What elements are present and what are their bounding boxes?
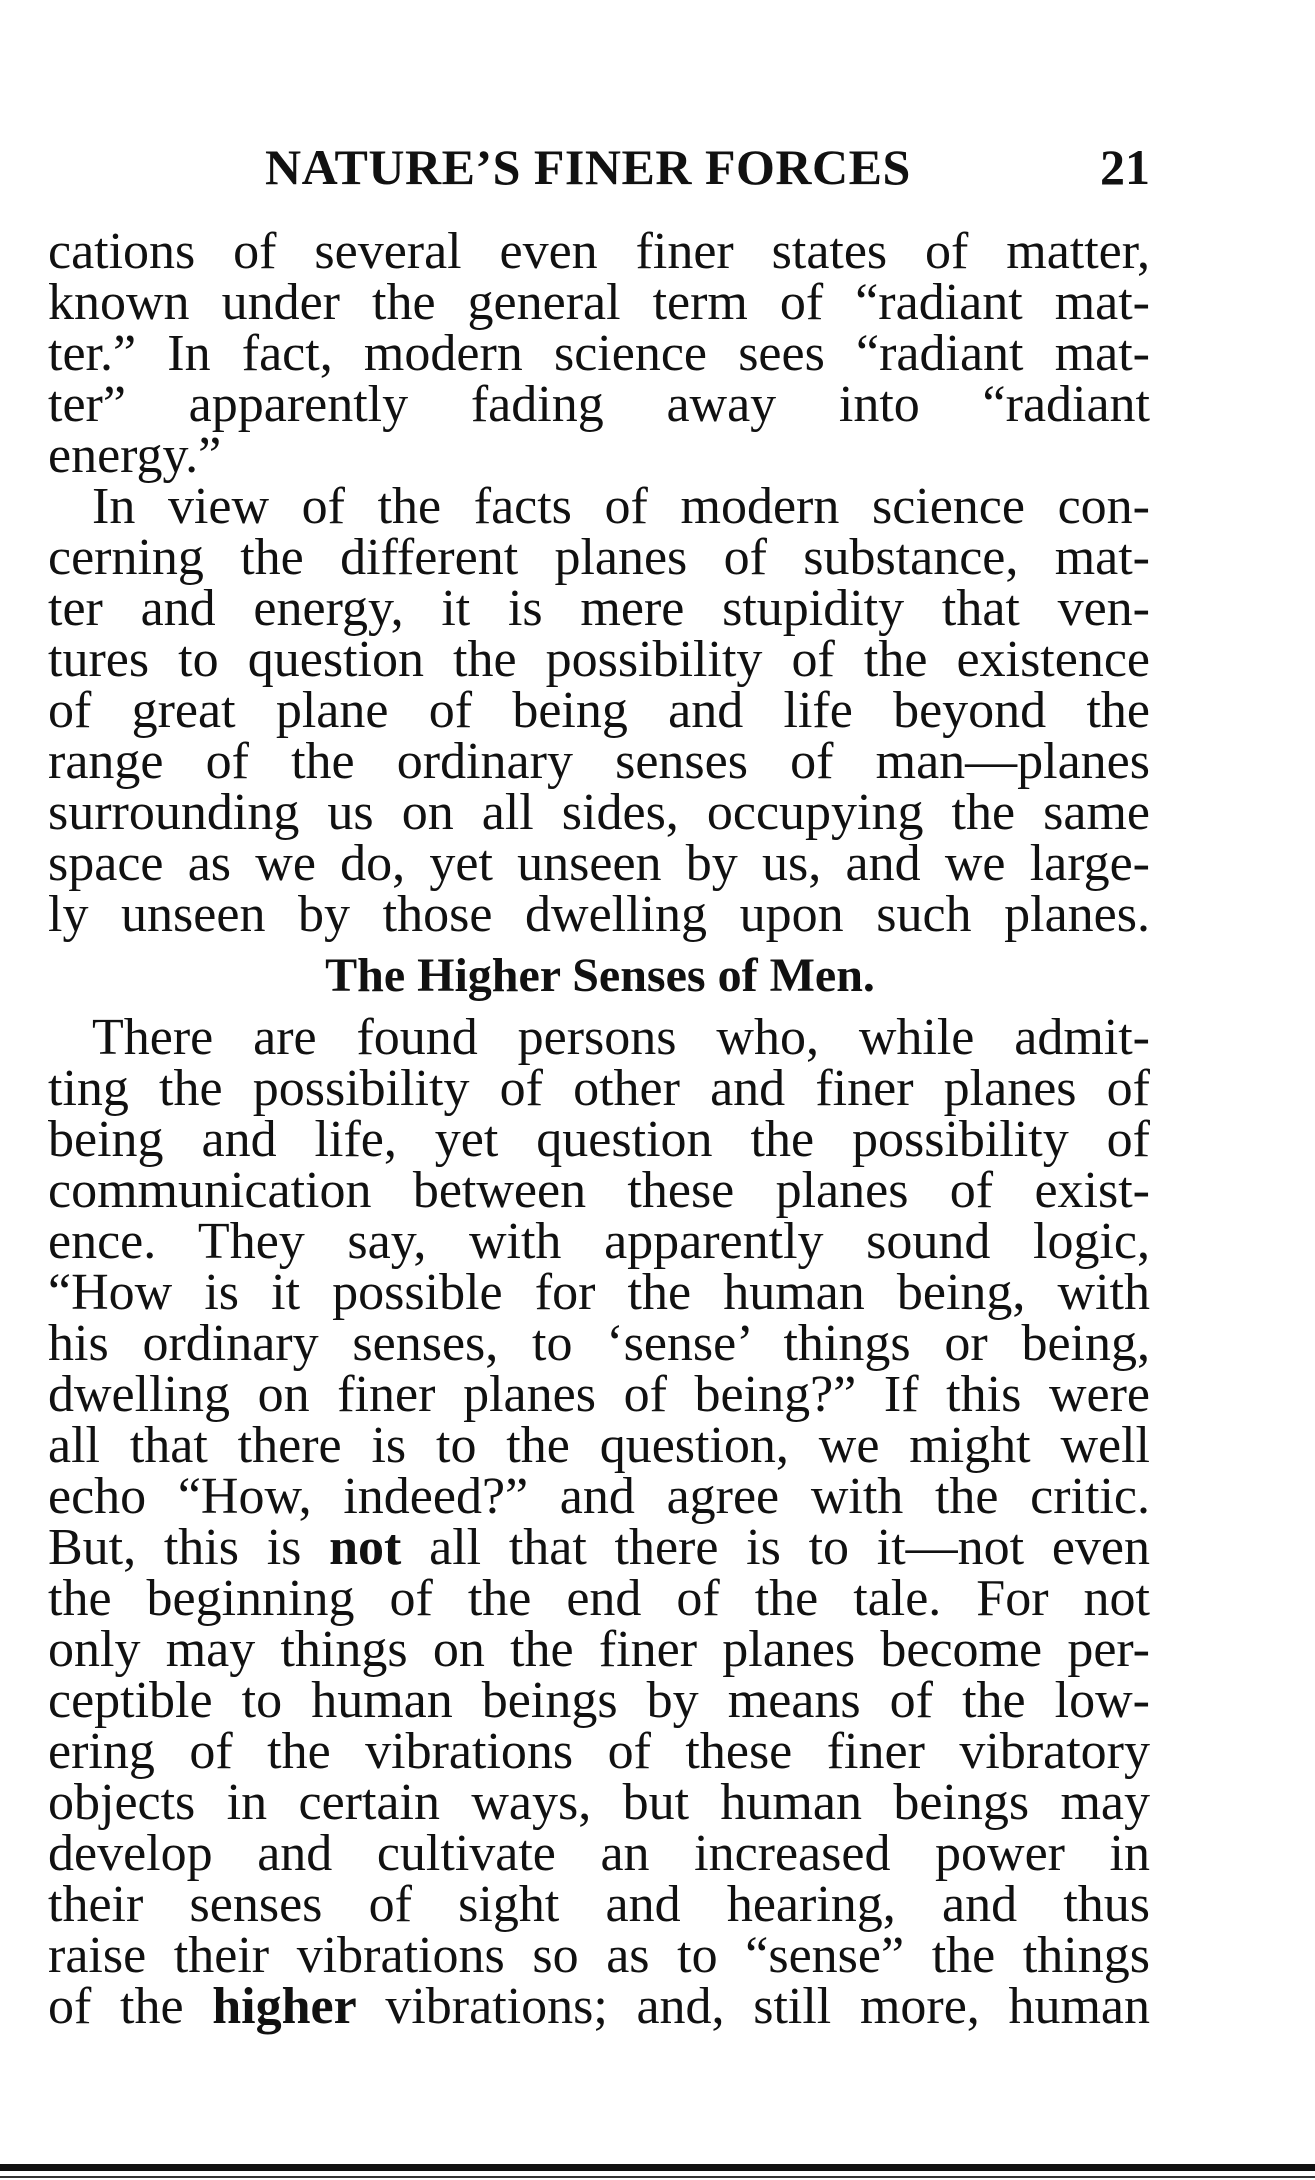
text-line: raise their vibrations so as to “sense” the things (48, 1927, 1150, 1984)
running-header (265, 138, 1155, 198)
text-line: known under the general term of “radiant mat- (48, 274, 1150, 331)
text-line: ly unseen by those dwelling upon such planes. (48, 886, 1150, 943)
text-line: cations of several even finer states of matter, (48, 223, 1150, 280)
text-line: energy.” (48, 427, 222, 484)
section-heading: The Higher Senses of Men. (325, 949, 875, 1002)
emphasis: higher (212, 1978, 357, 2035)
text-line: cerning the different planes of substance, mat- (48, 529, 1150, 586)
page-edge-rule (0, 2164, 1315, 2171)
page-edge-rule (0, 2176, 1315, 2178)
text-line: surrounding us on all sides, occupying the same (48, 784, 1150, 841)
text-line: ence. They say, with apparently sound logic, (48, 1213, 1150, 1270)
text-line (48, 1519, 1150, 1576)
text-line: ter.” In fact, modern science sees “radiant mat- (48, 325, 1150, 382)
text-line: communication between these planes of exist- (48, 1162, 1150, 1219)
text-fragment: vibrations; and, still more, human (356, 1978, 1150, 2035)
text-line: their senses of sight and hearing, and thus (48, 1876, 1150, 1933)
text-line: ter and energy, it is mere stupidity that ven- (48, 580, 1150, 637)
text-line: dwelling on finer planes of being?” If this were (48, 1366, 1150, 1423)
text-line: only may things on the finer planes become per- (48, 1621, 1150, 1678)
page-number: 21 (1100, 139, 1150, 195)
text-line: of great plane of being and life beyond the (48, 682, 1150, 739)
text-line: space as we do, yet unseen by us, and we large- (48, 835, 1150, 892)
text-fragment: But, this is (48, 1519, 330, 1576)
text-fragment: of the (48, 1978, 213, 2035)
text-line (48, 1978, 1150, 2035)
text-line: echo “How, indeed?” and agree with the critic. (48, 1468, 1150, 1525)
text-line: There are found persons who, while admit- (92, 1009, 1150, 1066)
text-line: his ordinary senses, to ‘sense’ things or being, (48, 1315, 1150, 1372)
text-line: range of the ordinary senses of man—planes (48, 733, 1150, 790)
text-line: develop and cultivate an increased power in (48, 1825, 1150, 1882)
text-line: all that there is to the question, we might well (48, 1417, 1150, 1474)
running-title: NATURE’S FINER FORCES (265, 139, 911, 195)
text-line: the beginning of the end of the tale. For not (48, 1570, 1150, 1627)
text-line: ting the possibility of other and finer planes of (48, 1060, 1150, 1117)
text-line: “How is it possible for the human being, with (48, 1264, 1150, 1321)
text-line: ter” apparently fading away into “radiant (48, 376, 1150, 433)
text-line: objects in certain ways, but human beings may (48, 1774, 1150, 1831)
text-line: ceptible to human beings by means of the low- (48, 1672, 1150, 1729)
text-line: In view of the facts of modern science con- (92, 478, 1150, 535)
text-line: ering of the vibrations of these finer vibratory (48, 1723, 1150, 1780)
text-fragment: all that there is to it—not even (401, 1519, 1150, 1576)
emphasis: not (329, 1519, 402, 1576)
text-line: tures to question the possibility of the existence (48, 631, 1150, 688)
text-line: being and life, yet question the possibility of (48, 1111, 1150, 1168)
